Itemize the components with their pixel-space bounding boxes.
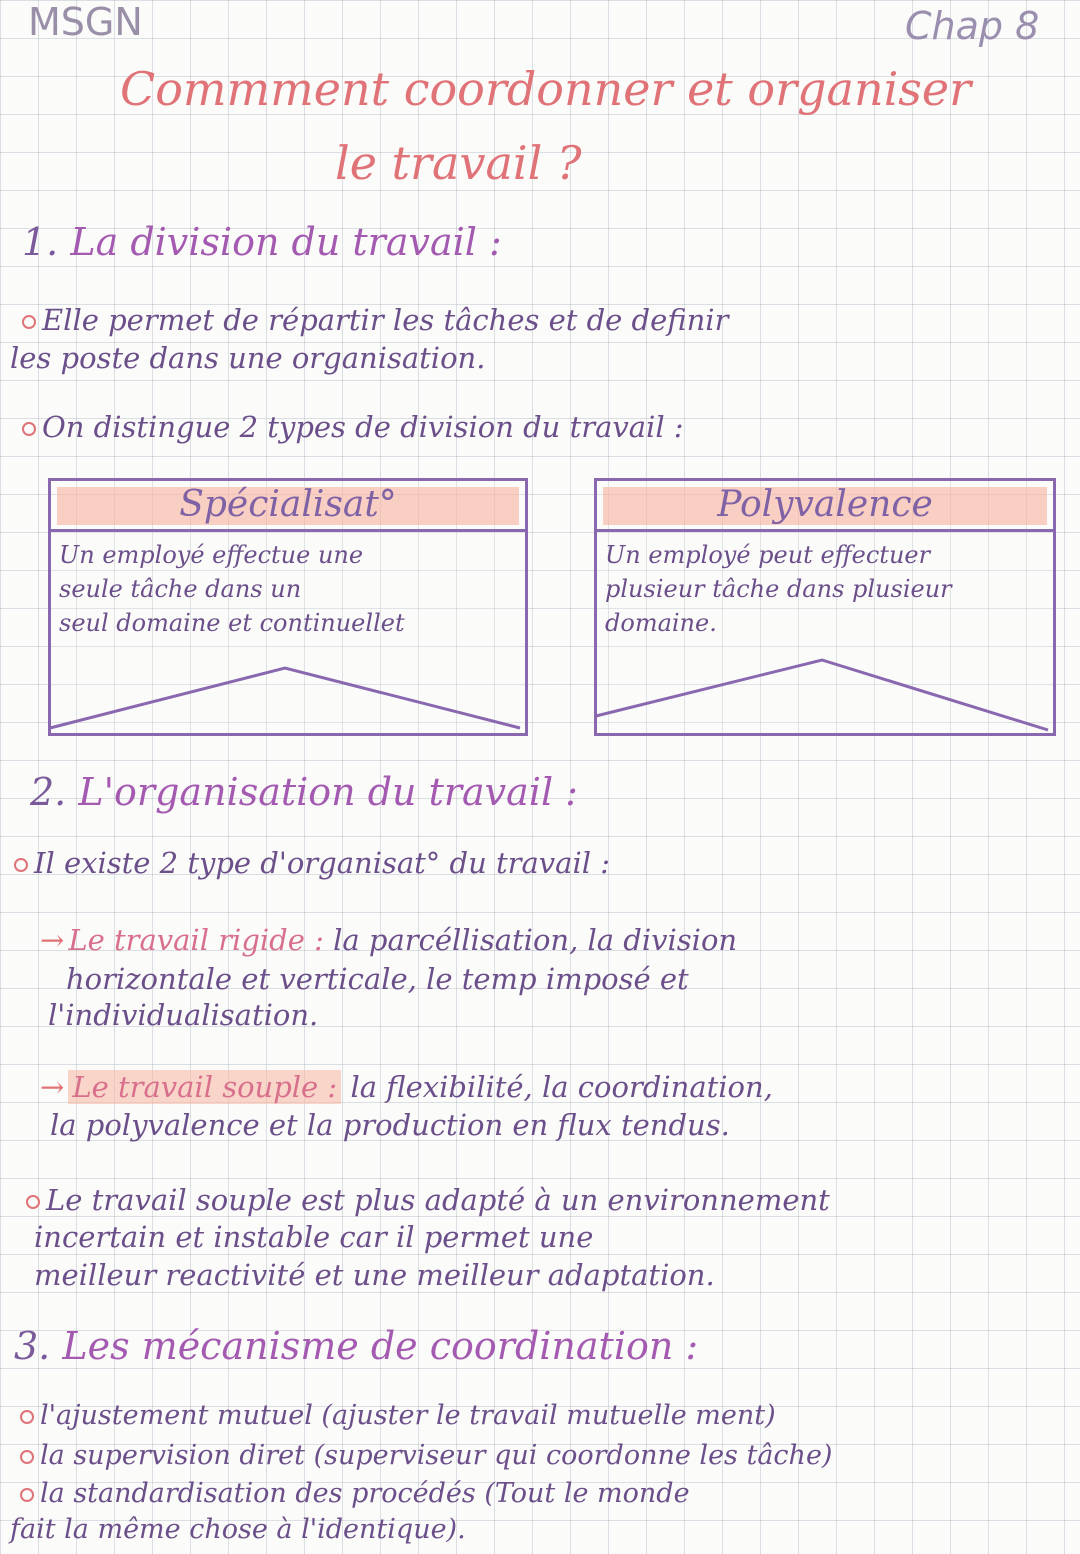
souple-text-1: la flexibilité, la coordination, xyxy=(350,1070,773,1104)
rigide-line-1 xyxy=(40,923,737,957)
bullet-icon xyxy=(14,858,28,872)
polyvalence-line-1: Un employé peut effectuer xyxy=(605,541,931,569)
section-2-title: L'organisation du travail : xyxy=(78,770,578,814)
section-1-text-3: On distingue 2 types de division du travail : xyxy=(42,410,684,444)
polyvalence-line-3: domaine. xyxy=(605,609,717,637)
rigide-line-3: l'individualisation. xyxy=(48,998,319,1032)
rigide-line-2: horizontale et verticale, le temp imposé et xyxy=(66,962,689,996)
specialisation-line-2: seule tâche dans un xyxy=(59,575,302,603)
polyvalence-ribbon-notch xyxy=(596,660,1048,730)
souple-line-1 xyxy=(40,1070,773,1104)
souple-line-2: la polyvalence et la production en flux tendus. xyxy=(50,1108,730,1142)
section-2-heading xyxy=(30,770,578,814)
header-left-label: MSGN xyxy=(28,0,143,44)
section-2-intro-text: Il existe 2 type d'organisat° du travail : xyxy=(34,846,610,880)
coordination-text-1: l'ajustement mutuel (ajuster le travail mutuelle ment) xyxy=(40,1400,776,1431)
section-2-intro xyxy=(14,846,610,880)
polyvalence-line-2: plusieur tâche dans plusieur xyxy=(605,575,952,603)
title-line-1: Commment coordonner et organiser xyxy=(120,62,972,116)
specialisation-ribbon-notch xyxy=(50,668,520,728)
specialisation-title: Spécialisat° xyxy=(179,484,397,525)
specialisation-line-3: seul domaine et continuellet xyxy=(59,609,405,637)
conclusion-text-1: Le travail souple est plus adapté à un environnement xyxy=(46,1183,830,1217)
section-2-number: 2. xyxy=(30,770,67,814)
coordination-continuation: fait la même chose à l'identique). xyxy=(10,1514,466,1545)
section-1-line-2: les poste dans une organisation. xyxy=(10,341,486,375)
conclusion-line-2: incertain et instable car il permet une xyxy=(34,1220,594,1254)
rigide-label: Le travail rigide : xyxy=(68,923,324,957)
bullet-icon xyxy=(20,1450,34,1464)
coordination-item-2 xyxy=(20,1440,832,1471)
bullet-icon xyxy=(20,1410,34,1424)
conclusion-line-3: meilleur reactivité et une meilleur adaptation. xyxy=(34,1258,715,1292)
arrow-icon: → xyxy=(40,923,65,957)
rigide-text-1: la parcéllisation, la division xyxy=(333,923,738,957)
chapter-label: Chap 8 xyxy=(905,4,1040,48)
section-1-text-1: Elle permet de répartir les tâches et de definir xyxy=(42,303,729,337)
bullet-icon xyxy=(20,1488,34,1502)
section-3-title: Les mécanisme de coordination : xyxy=(62,1324,699,1368)
section-1-title: La division du travail : xyxy=(70,220,502,264)
arrow-icon: → xyxy=(40,1070,65,1104)
title-line-2: le travail ? xyxy=(335,136,582,190)
section-3-heading xyxy=(14,1324,698,1368)
specialisation-line-1: Un employé effectue une xyxy=(59,541,364,569)
bullet-icon xyxy=(26,1195,40,1209)
coordination-text-3: la standardisation des procédés (Tout le monde xyxy=(40,1478,690,1509)
coordination-item-3 xyxy=(20,1478,690,1509)
souple-label: Le travail souple : xyxy=(68,1070,341,1104)
section-3-number: 3. xyxy=(14,1324,51,1368)
polyvalence-title: Polyvalence xyxy=(717,484,933,525)
conclusion-line-1 xyxy=(26,1183,830,1217)
coordination-item-1 xyxy=(20,1400,776,1431)
coordination-text-2: la supervision diret (superviseur qui coordonne les tâche) xyxy=(40,1440,833,1471)
section-1-number: 1. xyxy=(22,220,59,264)
